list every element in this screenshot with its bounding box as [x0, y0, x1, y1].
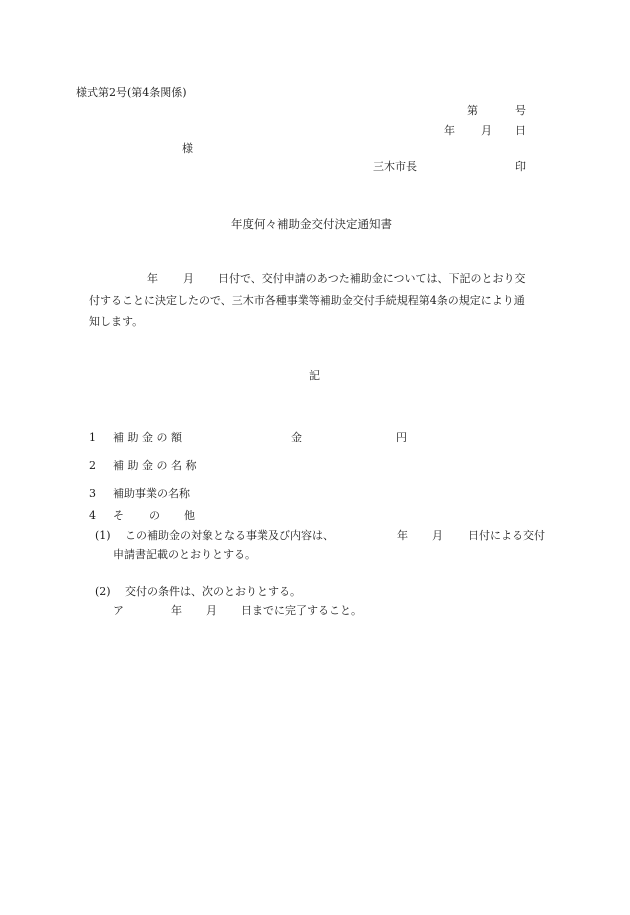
- body-line2: 付することに決定したので、三木市各種事業等補助金交付手続規程第4条の規定により通: [89, 294, 525, 307]
- number-dai: 第: [467, 104, 478, 117]
- sub1-text-a: この補助金の対象となる事業及び内容は、: [125, 529, 334, 542]
- item2-number: 2: [89, 459, 96, 472]
- date-month: 月: [481, 124, 492, 137]
- date-day: 日: [515, 124, 526, 137]
- sub2-a-marker: ア: [113, 604, 124, 617]
- item1-number: 1: [89, 431, 96, 444]
- sub1-month: 月: [432, 529, 443, 542]
- item1-kin: 金: [291, 431, 302, 444]
- body-line1: 日付で、交付申請のあつた補助金については、下記のとおり交: [218, 272, 526, 285]
- sub2-marker: (2): [95, 585, 111, 598]
- document-title: 年度何々補助金交付決定通知書: [231, 217, 392, 231]
- item2-label: 補 助 金 の 名 称: [113, 459, 197, 472]
- sub1-year: 年: [397, 529, 408, 542]
- issuer-name: 三木市長: [373, 160, 417, 173]
- item1-label: 補 助 金 の 額: [113, 431, 182, 444]
- item4-label-a: そ: [113, 509, 124, 522]
- sub2-a-text: 日までに完了すること。: [241, 604, 362, 617]
- body-line3: 知します。: [89, 315, 144, 328]
- body-month: 月: [183, 272, 194, 285]
- sub2-text: 交付の条件は、次のとおりとする。: [125, 585, 301, 598]
- item4-label-b: の: [149, 509, 160, 522]
- item3-label: 補助事業の名称: [113, 487, 190, 500]
- sub2-a-month: 月: [206, 604, 217, 617]
- ki-heading: 記: [309, 369, 320, 382]
- sub2-a-year: 年: [171, 604, 182, 617]
- item4-number: 4: [89, 509, 96, 522]
- date-year: 年: [444, 124, 455, 137]
- item1-yen: 円: [396, 431, 407, 444]
- item3-number: 3: [89, 487, 96, 500]
- sub1-text-b: 日付による交付: [468, 529, 545, 542]
- form-code: 様式第2号(第4条関係): [76, 86, 187, 99]
- number-go: 号: [515, 104, 526, 117]
- sub1-line2: 申請書記載のとおりとする。: [113, 548, 256, 561]
- addressee-suffix: 様: [182, 142, 193, 155]
- body-year: 年: [147, 272, 158, 285]
- item4-label-c: 他: [184, 509, 195, 522]
- sub1-marker: (1): [95, 529, 111, 542]
- seal-mark: 印: [515, 160, 526, 173]
